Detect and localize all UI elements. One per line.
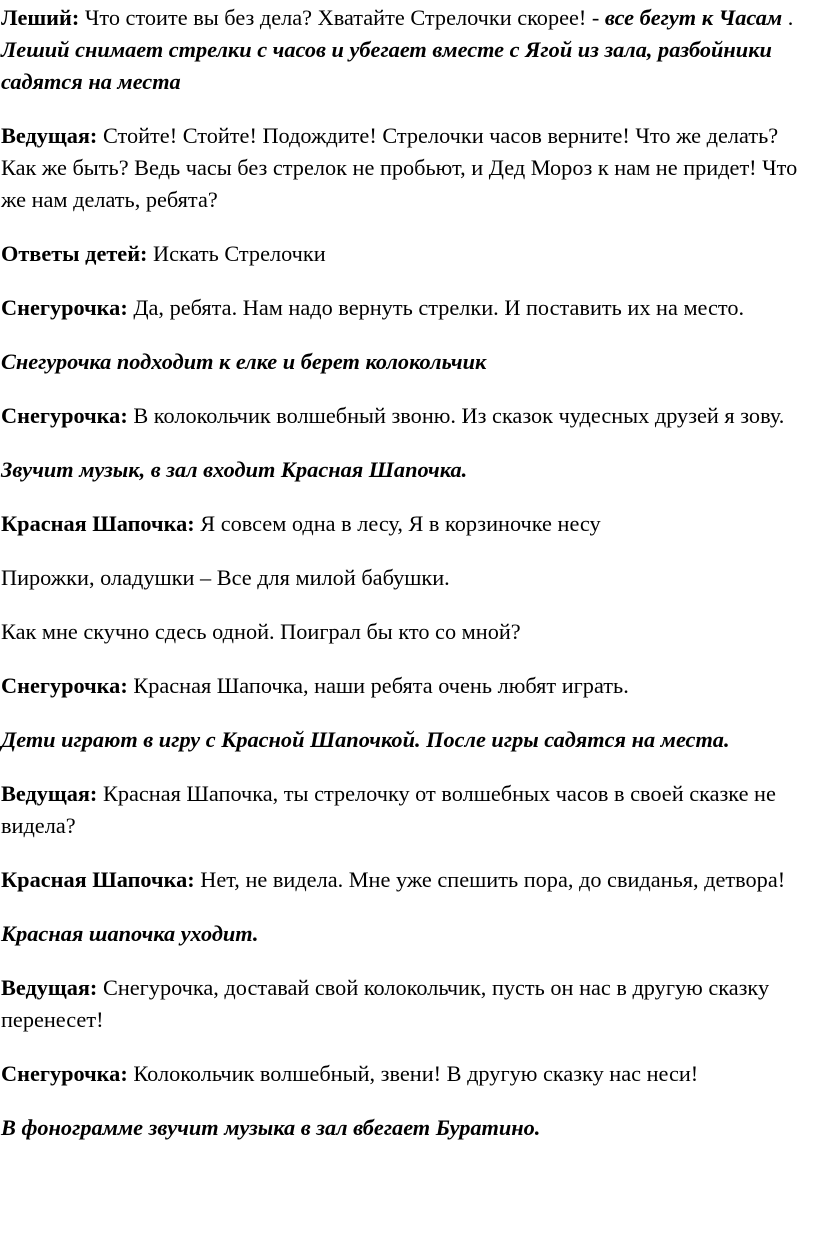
dialogue-text: Как мне скучно сдесь одной. Поиграл бы кто со мной? bbox=[1, 619, 521, 644]
paragraph-poem-line-1 bbox=[0, 562, 816, 594]
dialogue-text: Снегурочка, доставай свой колокольчик, пусть он нас в другую сказку перенесет! bbox=[1, 975, 770, 1032]
speaker-label: Леший: bbox=[1, 5, 80, 30]
stage-direction: Дети играют в игру с Красной Шапочкой. После игры садятся на места. bbox=[1, 727, 730, 752]
dialogue-text: . bbox=[782, 5, 794, 30]
paragraph-leshiy bbox=[0, 2, 816, 98]
paragraph-stage-1 bbox=[0, 346, 816, 378]
stage-direction: В фонограмме звучит музыка в зал вбегает Буратино. bbox=[1, 1115, 541, 1140]
dialogue-text: Я совсем одна в лесу, Я в корзиночке несу bbox=[194, 511, 601, 536]
speaker-label: Снегурочка: bbox=[1, 1061, 128, 1086]
speaker-label: Ведущая: bbox=[1, 975, 98, 1000]
dialogue-text: Красная Шапочка, наши ребята очень любят играть. bbox=[127, 673, 629, 698]
paragraph-stage-4 bbox=[0, 918, 816, 950]
paragraph-vedushchaya-3 bbox=[0, 972, 816, 1036]
dialogue-text: В колокольчик волшебный звоню. Из сказок чудесных друзей я зову. bbox=[127, 403, 785, 428]
dialogue-text: Колокольчик волшебный, звени! В другую сказку нас неси! bbox=[127, 1061, 699, 1086]
paragraph-snegurochka-2 bbox=[0, 400, 816, 432]
dialogue-text: Искать Стрелочки bbox=[147, 241, 326, 266]
speaker-label: Снегурочка: bbox=[1, 295, 128, 320]
paragraph-poem-line-2 bbox=[0, 616, 816, 648]
dialogue-text: Стойте! Стойте! Подождите! Стрелочки часов верните! Что же делать? Как же быть? Ведь часы без стрелок не пробьют, и Дед Мороз к нам не придет! Что же нам делать, ребята? bbox=[1, 123, 798, 212]
stage-direction: Красная шапочка уходит. bbox=[1, 921, 259, 946]
paragraph-snegurochka-1 bbox=[0, 292, 816, 324]
paragraph-deti bbox=[0, 238, 816, 270]
dialogue-text: Красная Шапочка, ты стрелочку от волшебных часов в своей сказке не видела? bbox=[1, 781, 776, 838]
stage-direction: Снегурочка подходит к елке и берет колокольчик bbox=[1, 349, 487, 374]
paragraph-stage-3 bbox=[0, 724, 816, 756]
paragraph-vedushchaya-2 bbox=[0, 778, 816, 842]
paragraph-stage-2 bbox=[0, 454, 816, 486]
speaker-label: Ответы детей: bbox=[1, 241, 148, 266]
dialogue-text: Пирожки, оладушки – Все для милой бабушки. bbox=[1, 565, 450, 590]
speaker-label: Снегурочка: bbox=[1, 673, 128, 698]
paragraph-snegurochka-4 bbox=[0, 1058, 816, 1090]
dialogue-text: Нет, не видела. Мне уже спешить пора, до свиданья, детвора! bbox=[194, 867, 786, 892]
stage-direction: все бегут к Часам bbox=[604, 5, 783, 30]
speaker-label: Ведущая: bbox=[1, 123, 98, 148]
paragraph-krasnaya-shapochka-1 bbox=[0, 508, 816, 540]
stage-direction: Звучит музык, в зал входит Красная Шапочка. bbox=[1, 457, 468, 482]
dialogue-text: Что стоите вы без дела? Хватайте Стрелочки скорее! - bbox=[79, 5, 605, 30]
paragraph-krasnaya-shapochka-2 bbox=[0, 864, 816, 896]
speaker-label: Красная Шапочка: bbox=[1, 511, 195, 536]
stage-direction: Леший снимает стрелки с часов и убегает вместе с Ягой из зала, разбойники садятся на места bbox=[1, 37, 772, 94]
speaker-label: Красная Шапочка: bbox=[1, 867, 195, 892]
paragraph-vedushchaya-1 bbox=[0, 120, 816, 216]
speaker-label: Снегурочка: bbox=[1, 403, 128, 428]
paragraph-snegurochka-3 bbox=[0, 670, 816, 702]
speaker-label: Ведущая: bbox=[1, 781, 98, 806]
dialogue-text: Да, ребята. Нам надо вернуть стрелки. И поставить их на место. bbox=[127, 295, 745, 320]
paragraph-stage-5 bbox=[0, 1112, 816, 1144]
